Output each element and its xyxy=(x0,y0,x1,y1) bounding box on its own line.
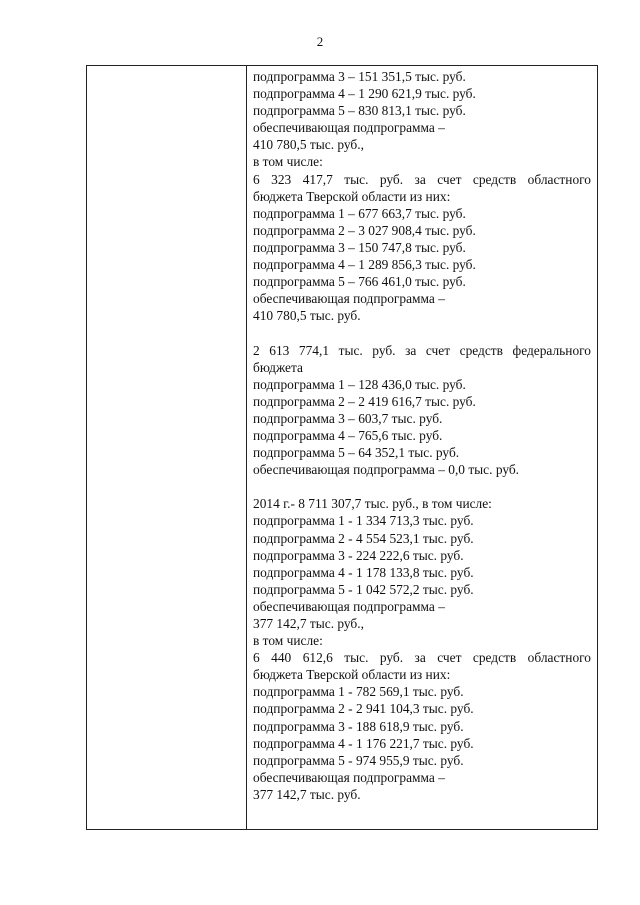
text-line: подпрограмма 1 – 677 663,7 тыс. руб. xyxy=(253,205,466,221)
text-line: подпрограмма 3 - 224 222,6 тыс. руб. xyxy=(253,547,464,563)
text-line: подпрограмма 1 – 128 436,0 тыс. руб. xyxy=(253,376,466,392)
blank-line xyxy=(253,478,591,495)
text-line: подпрограмма 2 – 2 419 616,7 тыс. руб. xyxy=(253,393,476,409)
blank-line xyxy=(253,324,591,341)
text-line: бюджета Тверской области из них: xyxy=(253,667,451,683)
text-line: подпрограмма 5 – 766 461,0 тыс. руб. xyxy=(253,274,466,290)
text-line: подпрограмма 3 – 151 351,5 тыс. руб. xyxy=(253,69,466,84)
text-line: подпрограмма 2 – 3 027 908,4 тыс. руб. xyxy=(253,222,476,238)
table-left-cell xyxy=(87,66,246,829)
text-line: подпрограмма 5 – 830 813,1 тыс. руб. xyxy=(253,103,466,119)
text-line: подпрограмма 4 - 1 178 133,8 тыс. руб. xyxy=(253,564,474,580)
text-line: бюджета xyxy=(253,359,303,375)
text-line: подпрограмма 3 - 188 618,9 тыс. руб. xyxy=(253,718,464,734)
text-line: подпрограмма 3 – 150 747,8 тыс. руб. xyxy=(253,239,466,255)
text-line: подпрограмма 3 – 603,7 тыс. руб. xyxy=(253,410,443,426)
text-line: бюджета Тверской области из них: xyxy=(253,188,451,204)
text-line: 377 142,7 тыс. руб. xyxy=(253,786,361,802)
table-right-cell xyxy=(253,68,591,803)
text-line: подпрограмма 5 – 64 352,1 тыс. руб. xyxy=(253,445,460,461)
text-line: подпрограмма 2 - 2 941 104,3 тыс. руб. xyxy=(253,701,474,717)
text-line: 6 440 612,6 тыс. руб. за счет средств областного xyxy=(253,650,591,666)
text-line: обеспечивающая подпрограмма – xyxy=(253,598,445,614)
text-line: подпрограмма 4 – 1 290 621,9 тыс. руб. xyxy=(253,86,476,102)
text-line: подпрограмма 2 - 4 554 523,1 тыс. руб. xyxy=(253,530,474,546)
text-line: 410 780,5 тыс. руб. xyxy=(253,308,361,324)
text-line: 410 780,5 тыс. руб., xyxy=(253,137,364,153)
text-line: обеспечивающая подпрограмма – xyxy=(253,120,445,136)
page-number: 2 xyxy=(316,34,324,49)
text-line: в том числе: xyxy=(253,633,323,649)
text-line: обеспечивающая подпрограмма – xyxy=(253,291,445,307)
text-line: подпрограмма 4 – 765,6 тыс. руб. xyxy=(253,427,443,443)
text-line: 2014 г.- 8 711 307,7 тыс. руб., в том числе: xyxy=(253,496,492,512)
funding-table xyxy=(86,65,598,830)
text-line: 6 323 417,7 тыс. руб. за счет средств областного xyxy=(253,171,591,187)
text-line: подпрограмма 1 - 1 334 713,3 тыс. руб. xyxy=(253,513,474,529)
text-line: 377 142,7 тыс. руб., xyxy=(253,616,364,631)
text-line: подпрограмма 4 – 1 289 856,3 тыс. руб. xyxy=(253,257,476,273)
text-line: 2 613 774,1 тыс. руб. за счет средств федерального xyxy=(253,342,591,358)
text-line: подпрограмма 4 - 1 176 221,7 тыс. руб. xyxy=(253,735,474,751)
text-line: обеспечивающая подпрограмма – xyxy=(253,769,445,785)
text-line: подпрограмма 1 - 782 569,1 тыс. руб. xyxy=(253,684,464,700)
text-line: обеспечивающая подпрограмма – 0,0 тыс. руб. xyxy=(253,462,520,478)
text-line: в том числе: xyxy=(253,154,323,170)
text-line: подпрограмма 5 - 1 042 572,2 тыс. руб. xyxy=(253,581,474,597)
column-divider xyxy=(246,66,247,829)
text-line: подпрограмма 5 - 974 955,9 тыс. руб. xyxy=(253,752,464,768)
